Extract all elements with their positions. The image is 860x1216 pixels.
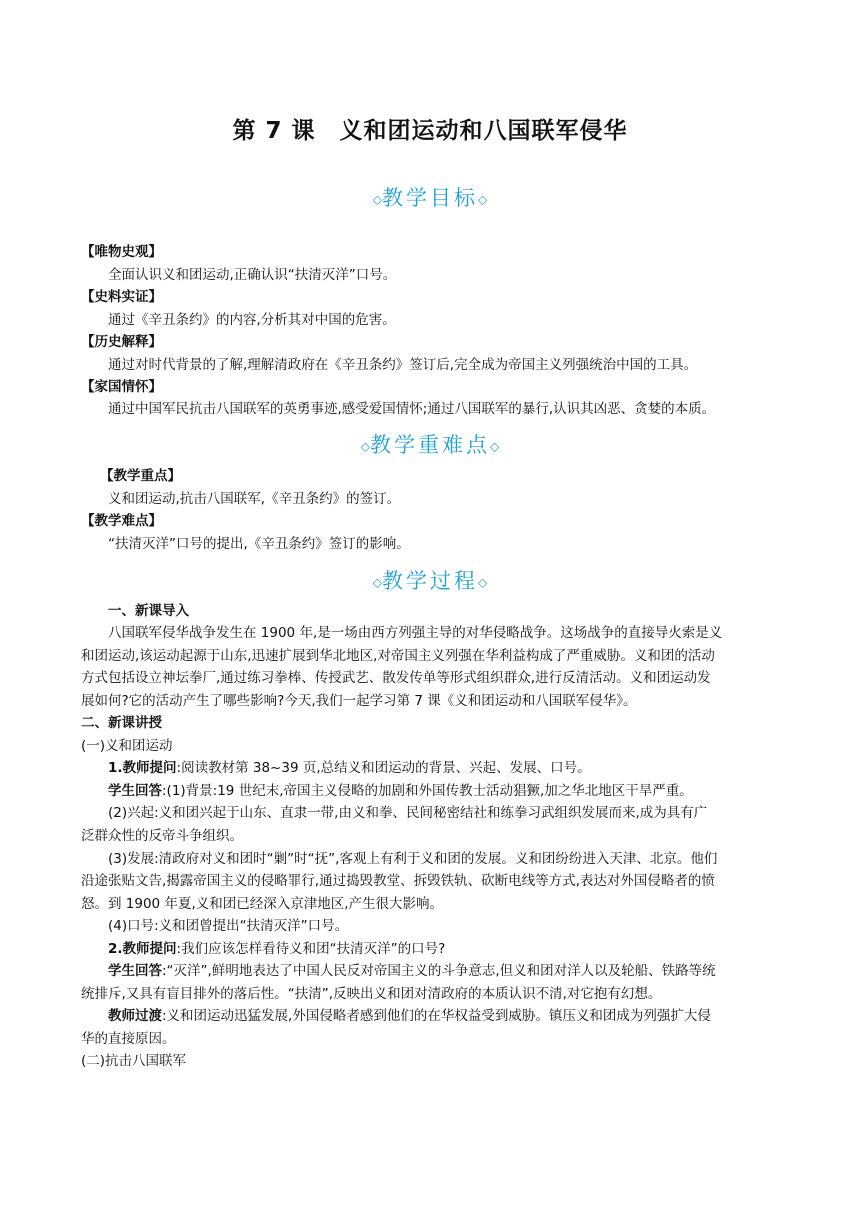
answer-line: (3)发展:清政府对义和团时“剿”时“抚”,客观上有利于义和团的发展。义和团纷纷进入天津、北京。他们	[108, 851, 718, 867]
intro-line: 八国联军侵华战争发生在 1900 年,是一场由西方列强主导的对华侵略战争。这场战争的直接导火索是义	[108, 625, 723, 641]
question-text: :阅读教材第 38~39 页,总结义和团运动的背景、兴起、发展、口号。	[176, 760, 591, 776]
section-heading-process	[0, 565, 860, 595]
goal-text-patriotism: 通过中国军民抗击八国联军的英勇事迹,感受爱国情怀;通过八国联军的暴行,认识其凶恶、贪婪的本质。	[108, 401, 716, 417]
key-text-difficulty: “扶清灭洋”口号的提出,《辛丑条约》签订的影响。	[108, 536, 410, 552]
goal-heading-interpretation: 【历史解释】	[81, 334, 162, 350]
intro-heading: 一、新课导入	[108, 603, 189, 619]
answer-text: :“灭洋”,鲜明地表达了中国人民反对帝国主义的斗争意志,但义和团对洋人以及轮船、铁路等统	[162, 963, 716, 979]
teacher-question-2	[108, 938, 781, 960]
label-teacher-question: 2.教师提问	[108, 941, 177, 957]
intro-line: 展如何?它的活动产生了哪些影响?今天,我们一起学习第 7 课《义和团运动和八国联军侵华》。	[81, 693, 637, 709]
goal-text-materialism: 全面认识义和团运动,正确认识“扶清灭洋”口号。	[108, 267, 397, 283]
subsection-boxer-movement: (一)义和团运动	[81, 738, 173, 754]
key-heading-focus: 【教学重点】	[100, 468, 181, 484]
label-student-answer: 学生回答	[108, 963, 162, 979]
intro-line: 方式包括设立神坛拳厂,通过练习拳棒、传授武艺、散发传单等形式组织群众,进行反清活动。义和团运动发	[81, 670, 711, 686]
diamond-icon: ◇	[372, 575, 382, 590]
transition-line: 华的直接原因。	[81, 1031, 176, 1047]
transition-text: :义和团运动迅猛发展,外国侵略者感到他们的在华权益受到威胁。镇压义和团成为列强扩大侵	[162, 1008, 711, 1024]
answer-line: 泛群众性的反帝斗争组织。	[81, 828, 243, 844]
diamond-icon: ◇	[360, 439, 370, 454]
answer-text: :(1)背景:19 世纪末,帝国主义侵略的加剧和外国传教士活动猖獗,加之华北地区干旱严重。	[162, 783, 693, 799]
label-student-answer: 学生回答	[108, 783, 162, 799]
label-teacher-question: 1.教师提问	[108, 760, 177, 776]
lecture-heading: 二、新课讲授	[81, 715, 162, 731]
diamond-icon: ◇	[372, 192, 382, 207]
answer-line: 统排斥,又具有盲目排外的落后性。“扶清”,反映出义和团对清政府的本质认识不清,对它抱有幻想。	[81, 986, 662, 1002]
key-text-focus: 义和团运动,抗击八国联军,《辛丑条约》的签订。	[108, 491, 401, 507]
goal-text-evidence: 通过《辛丑条约》的内容,分析其对中国的危害。	[108, 312, 396, 328]
section-heading-key-points	[0, 429, 860, 459]
teacher-transition	[108, 1005, 781, 1027]
teacher-question-1	[108, 757, 781, 779]
diamond-icon: ◇	[478, 192, 488, 207]
answer-line: (2)兴起:义和团兴起于山东、直隶一带,由义和拳、民间秘密结社和练拳习武组织发展而来,成为具有广	[108, 805, 708, 821]
diamond-icon: ◇	[478, 575, 488, 590]
section-heading-goals	[0, 182, 860, 212]
section-heading-text: 教学重难点	[370, 433, 490, 457]
lesson-title: 第 7 课 义和团运动和八国联军侵华	[232, 118, 628, 144]
intro-line: 和团运动,该运动起源于山东,迅速扩展到华北地区,对帝国主义列强在华利益构成了严重威胁。义和团的活动	[81, 648, 715, 664]
section-heading-text: 教学目标	[382, 186, 478, 210]
section-heading-text: 教学过程	[382, 569, 478, 593]
answer-line: (4)口号:义和团曾提出“扶清灭洋”口号。	[108, 918, 349, 934]
student-answer-2	[108, 960, 781, 982]
subsection-resist-allied-forces: (二)抗击八国联军	[81, 1053, 187, 1069]
answer-line: 沿途张贴文告,揭露帝国主义的侵略罪行,通过捣毁教堂、拆毁铁轨、砍断电线等方式,表达对外国侵略者的愤	[81, 873, 715, 889]
goal-heading-patriotism: 【家国情怀】	[81, 379, 162, 395]
goal-heading-materialism: 【唯物史观】	[81, 244, 162, 260]
goal-heading-evidence: 【史料实证】	[81, 289, 162, 305]
answer-line: 怒。到 1900 年夏,义和团已经深入京津地区,产生很大影响。	[81, 896, 444, 912]
goal-text-interpretation: 通过对时代背景的了解,理解清政府在《辛丑条约》签订后,完全成为帝国主义列强统治中国的工具。	[108, 357, 698, 373]
label-teacher-transition: 教师过渡	[108, 1008, 162, 1024]
key-heading-difficulty: 【教学难点】	[81, 513, 162, 529]
diamond-icon: ◇	[490, 439, 500, 454]
student-answer-1	[108, 780, 781, 802]
question-text: :我们应该怎样看待义和团“扶清灭洋”的口号?	[176, 941, 446, 957]
